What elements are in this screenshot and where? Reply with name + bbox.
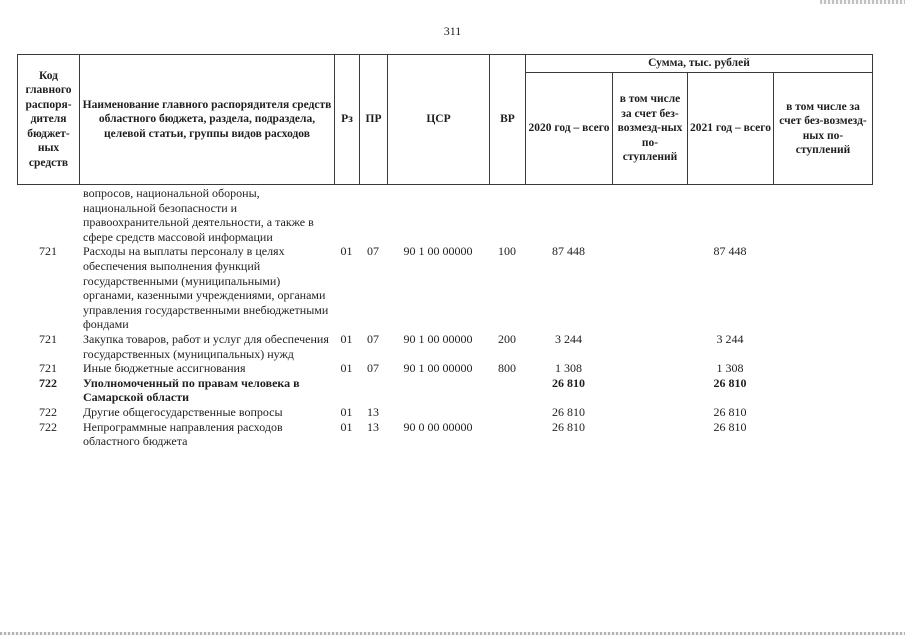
row-2021-grants xyxy=(773,405,872,420)
row-pr xyxy=(359,186,387,244)
row-rz xyxy=(334,376,359,405)
row-rz: 01 xyxy=(340,244,353,259)
table-row xyxy=(17,332,872,361)
row-csr: 90 1 00 00000 xyxy=(403,331,473,346)
row-rz xyxy=(334,186,359,244)
row-2021-grants xyxy=(773,420,872,449)
row-vr xyxy=(489,376,525,405)
row-name: Другие общегосударственные вопросы xyxy=(83,404,283,419)
row-2020-total: 1 308 xyxy=(555,361,582,376)
row-2020-total: 87 448 xyxy=(552,244,585,259)
row-2021-grants xyxy=(773,332,872,361)
row-2020-grants xyxy=(612,405,687,420)
header-pr: ПР xyxy=(360,55,388,185)
row-2020-total: 3 244 xyxy=(555,331,582,346)
scan-edge-top xyxy=(820,0,905,4)
row-name: Уполномоченный по правам человека в Самарской области xyxy=(83,375,300,405)
row-pr: 07 xyxy=(367,361,379,376)
row-2020-grants xyxy=(612,332,687,361)
row-csr xyxy=(387,376,489,405)
row-2021-grants xyxy=(773,244,872,332)
row-vr: 100 xyxy=(498,244,516,259)
row-2020-grants xyxy=(612,186,687,244)
row-name: Закупка товаров, работ и услуг для обеспечения государственных (муниципальных) нужд xyxy=(83,331,329,361)
row-pr: 13 xyxy=(367,419,379,434)
row-2020-total: 26 810 xyxy=(552,419,585,434)
row-2020-total: 26 810 xyxy=(552,404,585,419)
row-2021-total: 3 244 xyxy=(716,331,744,346)
row-code: 722 xyxy=(39,419,57,434)
row-pr: 13 xyxy=(367,404,379,419)
header-2020-total: 2020 год – всего xyxy=(526,73,613,185)
row-code: 722 xyxy=(39,404,57,419)
row-name: вопросов, национальной обороны, национальной безопасности и правоохранительной деятельности, а также в сфере средств массовой информации xyxy=(83,186,314,244)
row-vr xyxy=(489,405,525,420)
row-csr: 90 0 00 00000 xyxy=(403,419,473,434)
row-vr: 800 xyxy=(498,361,516,376)
scan-edge-bottom xyxy=(0,632,905,635)
table-row xyxy=(17,361,872,376)
header-rz: Рз xyxy=(335,55,360,185)
row-2020-total xyxy=(525,186,612,244)
table-row xyxy=(17,186,872,244)
row-csr xyxy=(387,405,489,420)
row-vr xyxy=(489,186,525,244)
row-code xyxy=(17,186,79,244)
row-rz: 01 xyxy=(340,331,353,346)
row-csr: 90 1 00 00000 xyxy=(403,361,473,376)
row-2021-total: 26 810 xyxy=(713,419,747,434)
row-code: 721 xyxy=(39,244,57,259)
header-code: Код главного распоря-дителя бюджет-ных средств xyxy=(18,55,80,185)
row-2021-total: 87 448 xyxy=(713,244,747,259)
header-2021-total: 2021 год – всего xyxy=(688,73,774,185)
row-code: 722 xyxy=(39,375,57,390)
row-2020-grants xyxy=(612,376,687,405)
row-2020-total: 26 810 xyxy=(552,375,585,390)
row-code: 721 xyxy=(39,361,57,376)
header-csr: ЦСР xyxy=(388,55,490,185)
row-name: Иные бюджетные ассигнования xyxy=(83,361,246,376)
row-pr: 07 xyxy=(367,331,379,346)
table-row xyxy=(17,405,872,420)
row-name: Расходы на выплаты персоналу в целях обеспечения выполнения функций государственными (муниципальными) органами, казенными учреждениями, органами управления государственными внебюджетными фондами xyxy=(83,244,329,332)
row-2021-total: 26 810 xyxy=(713,404,747,419)
row-vr: 200 xyxy=(498,331,516,346)
row-vr xyxy=(489,420,525,449)
header-name: Наименование главного распорядителя средств областного бюджета, раздела, подраздела, целевой статьи, группы видов расходов xyxy=(80,55,335,185)
header-2020-grants: в том числе за счет без-возмезд-ных по-ступлений xyxy=(613,73,688,185)
row-2021-grants xyxy=(773,361,872,376)
row-pr xyxy=(359,376,387,405)
row-pr: 07 xyxy=(367,244,379,259)
table-header xyxy=(17,54,873,185)
row-rz: 01 xyxy=(340,361,353,376)
row-2021-grants xyxy=(773,186,872,244)
row-csr: 90 1 00 00000 xyxy=(403,244,473,259)
page-number: 311 xyxy=(443,24,462,38)
row-2021-total: 1 308 xyxy=(716,361,744,376)
row-code: 721 xyxy=(39,331,57,346)
row-2020-grants xyxy=(612,361,687,376)
table-body xyxy=(17,186,872,449)
row-name: Непрограммные направления расходов областного бюджета xyxy=(83,419,283,449)
header-vr: ВР xyxy=(490,55,526,185)
header-sum-group: Сумма, тыс. рублей xyxy=(526,55,873,73)
row-2021-total xyxy=(687,186,773,244)
table-row xyxy=(17,244,872,332)
row-rz: 01 xyxy=(340,419,353,434)
row-2021-total: 26 810 xyxy=(713,375,747,390)
row-2021-grants xyxy=(773,376,872,405)
row-2020-grants xyxy=(612,420,687,449)
row-2020-grants xyxy=(612,244,687,332)
row-csr xyxy=(387,186,489,244)
table-row xyxy=(17,376,872,405)
row-rz: 01 xyxy=(340,404,353,419)
table-row xyxy=(17,420,872,449)
header-2021-grants: в том числе за счет без-возмезд-ных по-ступлений xyxy=(774,73,873,185)
